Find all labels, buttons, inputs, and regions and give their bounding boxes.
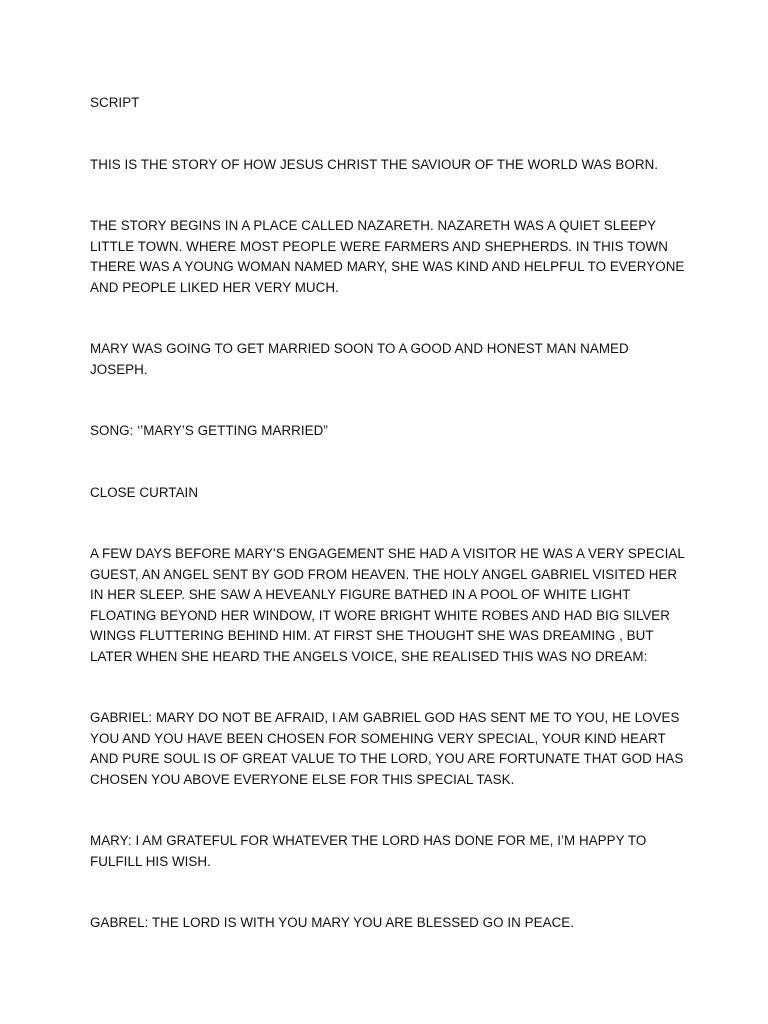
script-heading: SCRIPT	[90, 95, 140, 110]
paragraph-nazareth: THE STORY BEGINS IN A PLACE CALLED NAZARETH. NAZARETH WAS A QUIET SLEEPY LITTLE TOWN. WHERE MOST PEOPLE WERE FARMERS AND SHEPHERDS. IN THIS TOWN THERE WAS A YOUNG WOMAN NAMED MARY, SHE WAS KIND AND HELPFUL TO EVERYONE AND PEOPLE LIKED HER VERY MUCH.	[90, 218, 685, 295]
document-page	[90, 93, 690, 975]
paragraph-intro: THIS IS THE STORY OF HOW JESUS CHRIST THE SAVIOUR OF THE WORLD WAS BORN.	[90, 156, 659, 172]
paragraph-marriage: MARY WAS GOING TO GET MARRIED SOON TO A GOOD AND HONEST MAN NAMED JOSEPH.	[90, 341, 629, 377]
dialogue-gabriel: GABRIEL: MARY DO NOT BE AFRAID, I AM GABRIEL GOD HAS SENT ME TO YOU, HE LOVES YOU AND YOU HAVE BEEN CHOSEN FOR SOMEHING VERY SPECIAL, YOUR KIND HEART AND PURE SOUL IS OF GREAT VALUE TO THE LORD, YOU ARE FORTUNATE THAT GOD HAS CHOSEN YOU ABOVE EVERYONE ELSE FOR THIS SPECIAL TASK.	[90, 710, 684, 787]
dialogue-gabrel: GABREL: THE LORD IS WITH YOU MARY YOU ARE BLESSED GO IN PEACE.	[90, 915, 575, 930]
paragraph-angel-visit: A FEW DAYS BEFORE MARY’S ENGAGEMENT SHE HAD A VISITOR HE WAS A VERY SPECIAL GUEST, AN ANGEL SENT BY GOD FROM HEAVEN. THE HOLY ANGEL GABRIEL VISITED HER IN HER SLEEP. SHE SAW A HEVEANLY FIGURE BATHED IN A POOL OF WHITE LIGHT FLOATING BEYOND HER WINDOW, IT WORE BRIGHT WHITE ROBES AND HAD BIG SILVER WINGS FLUTTERING BEHIND HIM. AT FIRST SHE THOUGHT SHE WAS DREAMING , BUT LATER WHEN SHE HEARD THE ANGELS VOICE, SHE REALISED THIS WAS NO DREAM:	[90, 546, 685, 664]
dialogue-mary: MARY: I AM GRATEFUL FOR WHATEVER THE LORD HAS DONE FOR ME, I’M HAPPY TO FULFILL HIS WISH.	[90, 833, 647, 869]
song-line: SONG: ‘’MARY’S GETTING MARRIED”	[90, 423, 328, 438]
stage-direction-close-curtain: CLOSE CURTAIN	[90, 484, 199, 500]
